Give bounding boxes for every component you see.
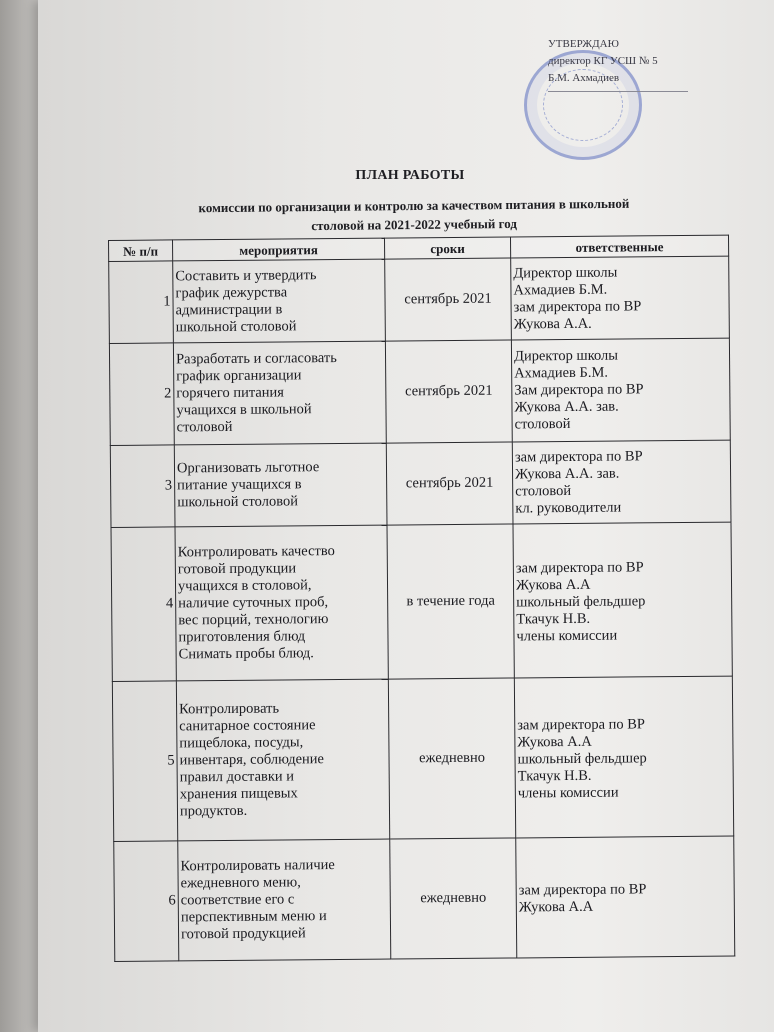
subtitle-line: комиссии по организации и контролю за качеством питания в школьной (198, 195, 630, 216)
activity-line: вес порций, технологию (178, 611, 329, 629)
approval-heading: УТВЕРЖДАЮ (548, 38, 619, 50)
row-number: 3 (110, 445, 175, 528)
activity-line: школьной столовой (177, 493, 299, 511)
activity-line: Организовать льготное (176, 459, 320, 477)
responsible-line: Жукова А.А. (513, 315, 592, 332)
activity-line: график организации (176, 367, 302, 385)
activity-line: готовой продукции (177, 560, 297, 578)
row-date: в течение года (387, 524, 514, 679)
row-responsible (511, 338, 730, 442)
row-activity (178, 839, 391, 961)
responsible-line: Зам директора по ВР (514, 381, 644, 399)
responsible-line: члены комиссии (516, 627, 618, 644)
responsible-line: школьный фельдшер (517, 749, 647, 767)
responsible-line: члены комиссии (517, 784, 619, 801)
responsible-line: кл. руководители (515, 499, 622, 516)
table-row (114, 836, 735, 961)
header-date: сроки (384, 237, 510, 259)
responsible-line: столовой (514, 415, 571, 433)
table-row (109, 256, 730, 343)
responsible-line: зам директора по ВР (517, 715, 646, 733)
table-row (109, 338, 730, 445)
row-activity (173, 259, 386, 343)
responsible-line: Жукова А.А (518, 898, 594, 916)
responsible-line: зам директора по ВР (518, 881, 647, 899)
activity-line: питание учащихся в (177, 476, 302, 494)
row-activity (176, 679, 389, 841)
activity-line: хранения пищевых (179, 785, 298, 803)
page-title: ПЛАН РАБОТЫ (355, 168, 465, 183)
activity-line: Контролировать наличие (180, 857, 335, 875)
activity-line: горячего питания (176, 384, 285, 402)
activity-line: готовой продукцией (180, 925, 306, 943)
responsible-line: Ахмадиев Б.М. (513, 281, 608, 298)
activity-line: Контролировать качество (177, 543, 335, 561)
activity-line: школьной столовой (175, 317, 297, 335)
row-number: 1 (109, 261, 174, 344)
approval-block (548, 36, 748, 92)
activity-line: столовой (176, 418, 233, 436)
row-activity (174, 443, 387, 527)
responsible-line: Директор школы (513, 264, 618, 281)
responsible-line: Жукова А.А (515, 576, 591, 593)
responsible-line: Директор школы (513, 347, 619, 365)
activity-line: Составить и утвердить (175, 266, 317, 284)
responsible-line: Ткачук Н.В. (517, 767, 592, 784)
subtitle-line: столовой на 2021-2022 учебный год (311, 215, 517, 234)
header-activity: мероприятия (173, 238, 385, 261)
activity-line: Снимать пробы блюд. (178, 645, 314, 663)
responsible-line: Жукова А.А. зав. (514, 398, 619, 416)
row-date: сентябрь 2021 (385, 258, 512, 341)
row-number: 6 (114, 841, 179, 962)
activity-line: ежедневного меню, (180, 874, 301, 892)
responsible-line: зам директора по ВР (514, 447, 643, 465)
activity-line: наличие суточных проб, (178, 594, 329, 612)
row-date: ежедневно (388, 678, 515, 839)
activity-line: санитарное состояние (179, 717, 316, 735)
row-responsible (512, 440, 731, 524)
row-responsible (514, 676, 733, 838)
header-number: № п/п (109, 240, 173, 262)
activity-line: учащихся в столовой, (177, 577, 312, 595)
page-subtitle (84, 193, 744, 238)
row-date: ежедневно (390, 838, 517, 959)
responsible-line: школьный фельдшер (516, 592, 646, 610)
activity-line: перспективным меню и (180, 908, 327, 926)
activity-line: график дежурства (175, 283, 288, 301)
table-row (112, 676, 733, 841)
row-activity (175, 525, 388, 681)
header-responsible: ответственные (510, 235, 728, 258)
row-responsible (516, 836, 735, 958)
row-date: сентябрь 2021 (386, 442, 513, 525)
row-responsible (513, 522, 732, 678)
activity-line: инвентаря, соблюдение (179, 751, 325, 769)
responsible-line: Ахмадиев Б.М. (514, 364, 608, 382)
responsible-line: Жукова А.А (517, 733, 592, 750)
activity-line: приготовления блюд (178, 628, 306, 646)
row-activity (173, 341, 386, 445)
table-row (111, 522, 732, 681)
activity-line: пищеблока, посуды, (179, 734, 304, 752)
activity-line: Контролировать (179, 700, 280, 718)
plan-table (108, 235, 735, 962)
signature-line (548, 91, 688, 92)
responsible-line: зам директора по ВР (513, 297, 642, 315)
responsible-line: столовой (515, 482, 572, 499)
activity-line: продуктов. (179, 802, 248, 820)
row-date: сентябрь 2021 (385, 340, 512, 443)
approval-position: директор КГ УСШ № 5 (548, 55, 658, 68)
activity-line: администрации в (175, 300, 283, 318)
responsible-line: зам директора по ВР (515, 558, 644, 576)
table-row (110, 440, 731, 527)
activity-line: учащихся в школьной (176, 401, 312, 419)
activity-line: соответствие его с (180, 891, 295, 909)
row-number: 5 (112, 681, 177, 842)
activity-line: Разработать и согласовать (175, 350, 337, 368)
activity-line: правил доставки и (179, 768, 295, 786)
responsible-line: Ткачук Н.В. (516, 610, 591, 627)
row-number: 4 (111, 527, 176, 682)
row-number: 2 (109, 343, 174, 446)
responsible-line: Жукова А.А. зав. (514, 465, 620, 482)
row-responsible (511, 256, 730, 340)
approval-name: Б.М. Ахмадиев (548, 72, 620, 85)
